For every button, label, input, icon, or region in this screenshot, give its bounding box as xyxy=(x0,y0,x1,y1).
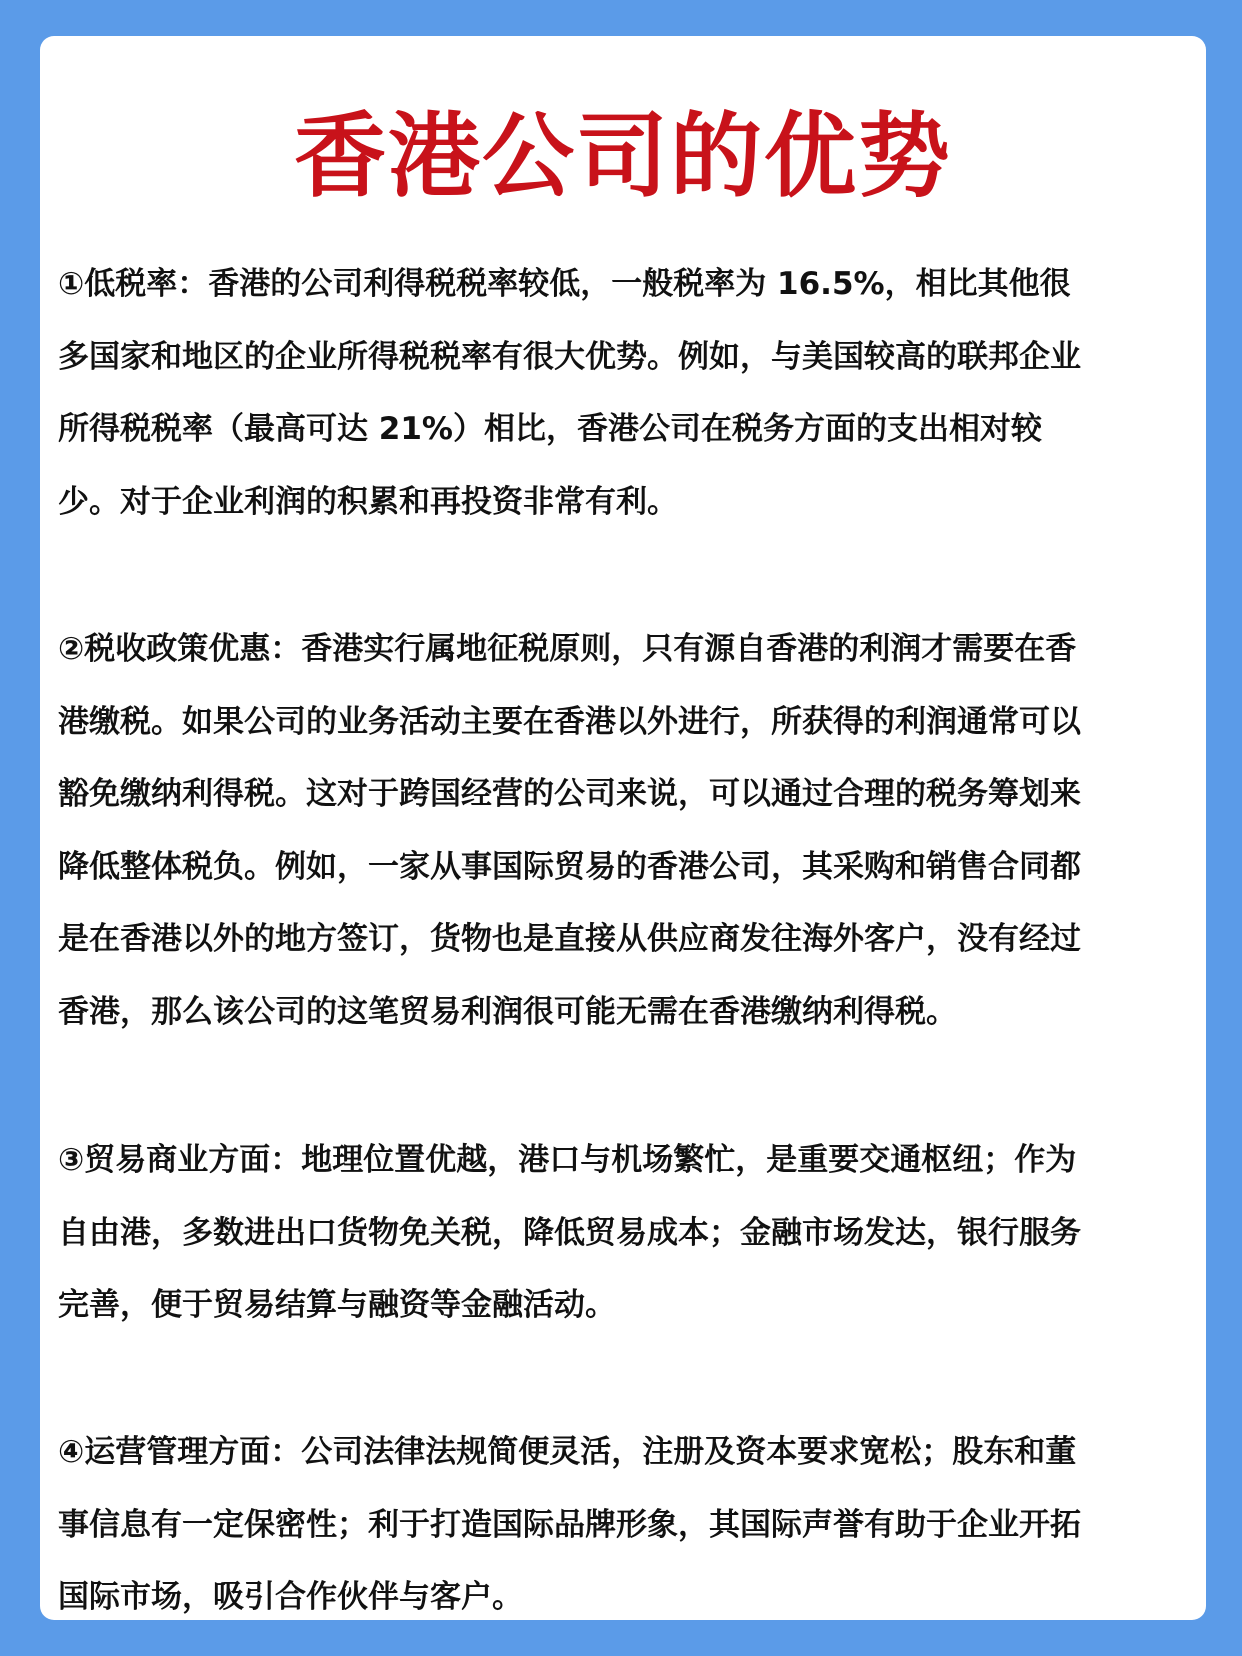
section-operations-management xyxy=(58,1416,1194,1634)
section-line: ①低税率：香港的公司利得税税率较低，一般税率为 16.5%，相比其他很 xyxy=(58,266,1071,302)
section-line: 是在香港以外的地方签订，货物也是直接从供应商发往海外客户，没有经过 xyxy=(58,921,1081,957)
section-line: 国际市场，吸引合作伙伴与客户。 xyxy=(58,1579,523,1615)
section-line: 豁免缴纳利得税。这对于跨国经营的公司来说，可以通过合理的税务筹划来 xyxy=(58,776,1081,812)
section-line: ②税收政策优惠：香港实行属地征税原则，只有源自香港的利润才需要在香 xyxy=(58,631,1077,667)
content-card xyxy=(40,36,1206,1620)
section-line: 事信息有一定保密性；利于打造国际品牌形象，其国际声誉有助于企业开拓 xyxy=(58,1506,1081,1543)
section-line: 完善，便于贸易结算与融资等金融活动。 xyxy=(58,1287,616,1323)
section-line: 自由港，多数进出口货物免关税，降低贸易成本；金融市场发达，银行服务 xyxy=(58,1214,1081,1251)
section-line: 港缴税。如果公司的业务活动主要在香港以外进行，所获得的利润通常可以 xyxy=(58,703,1081,740)
section-line: 降低整体税负。例如，一家从事国际贸易的香港公司，其采购和销售合同都 xyxy=(58,848,1081,885)
section-line: 少。对于企业利润的积累和再投资非常有利。 xyxy=(58,483,678,520)
section-low-tax-rate xyxy=(58,248,1194,538)
section-line: ③贸易商业方面：地理位置优越，港口与机场繁忙，是重要交通枢纽；作为 xyxy=(58,1142,1077,1178)
section-line: ④运营管理方面：公司法律法规简便灵活，注册及资本要求宽松；股东和董 xyxy=(58,1434,1077,1470)
section-tax-policy xyxy=(58,613,1194,1048)
page-title: 香港公司的优势 xyxy=(293,103,952,210)
section-trade-business xyxy=(58,1124,1194,1342)
section-line: 香港，那么该公司的这笔贸易利润很可能无需在香港缴纳利得税。 xyxy=(58,993,957,1030)
section-line: 所得税税率（最高可达 21%）相比，香港公司在税务方面的支出相对较 xyxy=(58,411,1042,447)
section-line: 多国家和地区的企业所得税税率有很大优势。例如，与美国较高的联邦企业 xyxy=(58,338,1081,375)
